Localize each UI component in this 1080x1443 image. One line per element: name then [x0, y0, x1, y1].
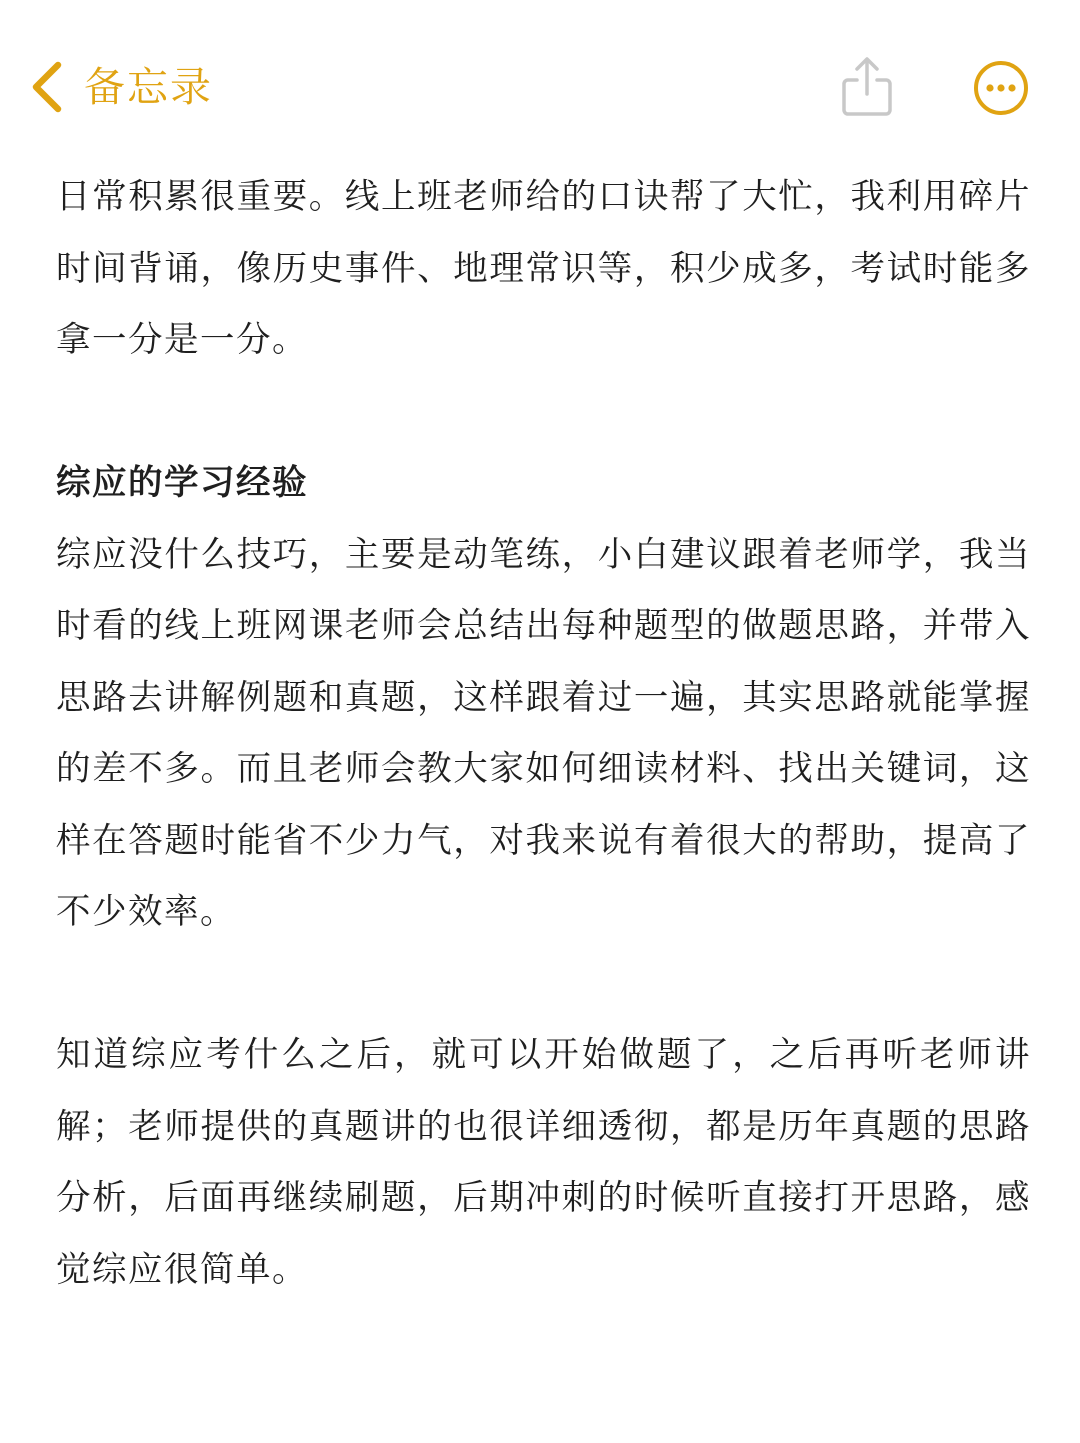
note-heading: 综应的学习经验: [56, 463, 308, 503]
navigation-bar: [0, 0, 1080, 160]
back-button[interactable]: [28, 56, 213, 118]
more-icon: [973, 60, 1029, 116]
note-paragraph: 综应没什么技巧，主要是动笔练，小白建议跟着老师学，我当时看的线上班网课老师会总结出每种题型的做题思路，并带入思路去讲解例题和真题，这样跟着过一遍，其实思路就能掌握的差不多。而且老师会教大家如何细读材料、找出关键词，这样在答题时能省不少力气，对我来说有着很大的帮助，提高了不少效率。: [56, 534, 1031, 932]
back-label: 备忘录: [84, 63, 213, 111]
blank-line: [56, 377, 1031, 449]
blank-line: [56, 949, 1031, 1021]
share-button[interactable]: [838, 54, 896, 120]
share-icon: [838, 54, 896, 120]
more-button[interactable]: [973, 60, 1029, 116]
note-paragraph: 日常积累很重要。线上班老师给的口诀帮了大忙，我利用碎片时间背诵，像历史事件、地理常识等，积少成多，考试时能多拿一分是一分。: [56, 177, 1031, 360]
chevron-left-icon: [28, 59, 66, 115]
note-body[interactable]: [56, 162, 1031, 1306]
note-paragraph: 知道综应考什么之后，就可以开始做题了，之后再听老师讲解；老师提供的真题讲的也很详细透彻，都是历年真题的思路分析，后面再继续刷题，后期冲刺的时候听直接打开思路，感觉综应很简单。: [56, 1035, 1031, 1290]
